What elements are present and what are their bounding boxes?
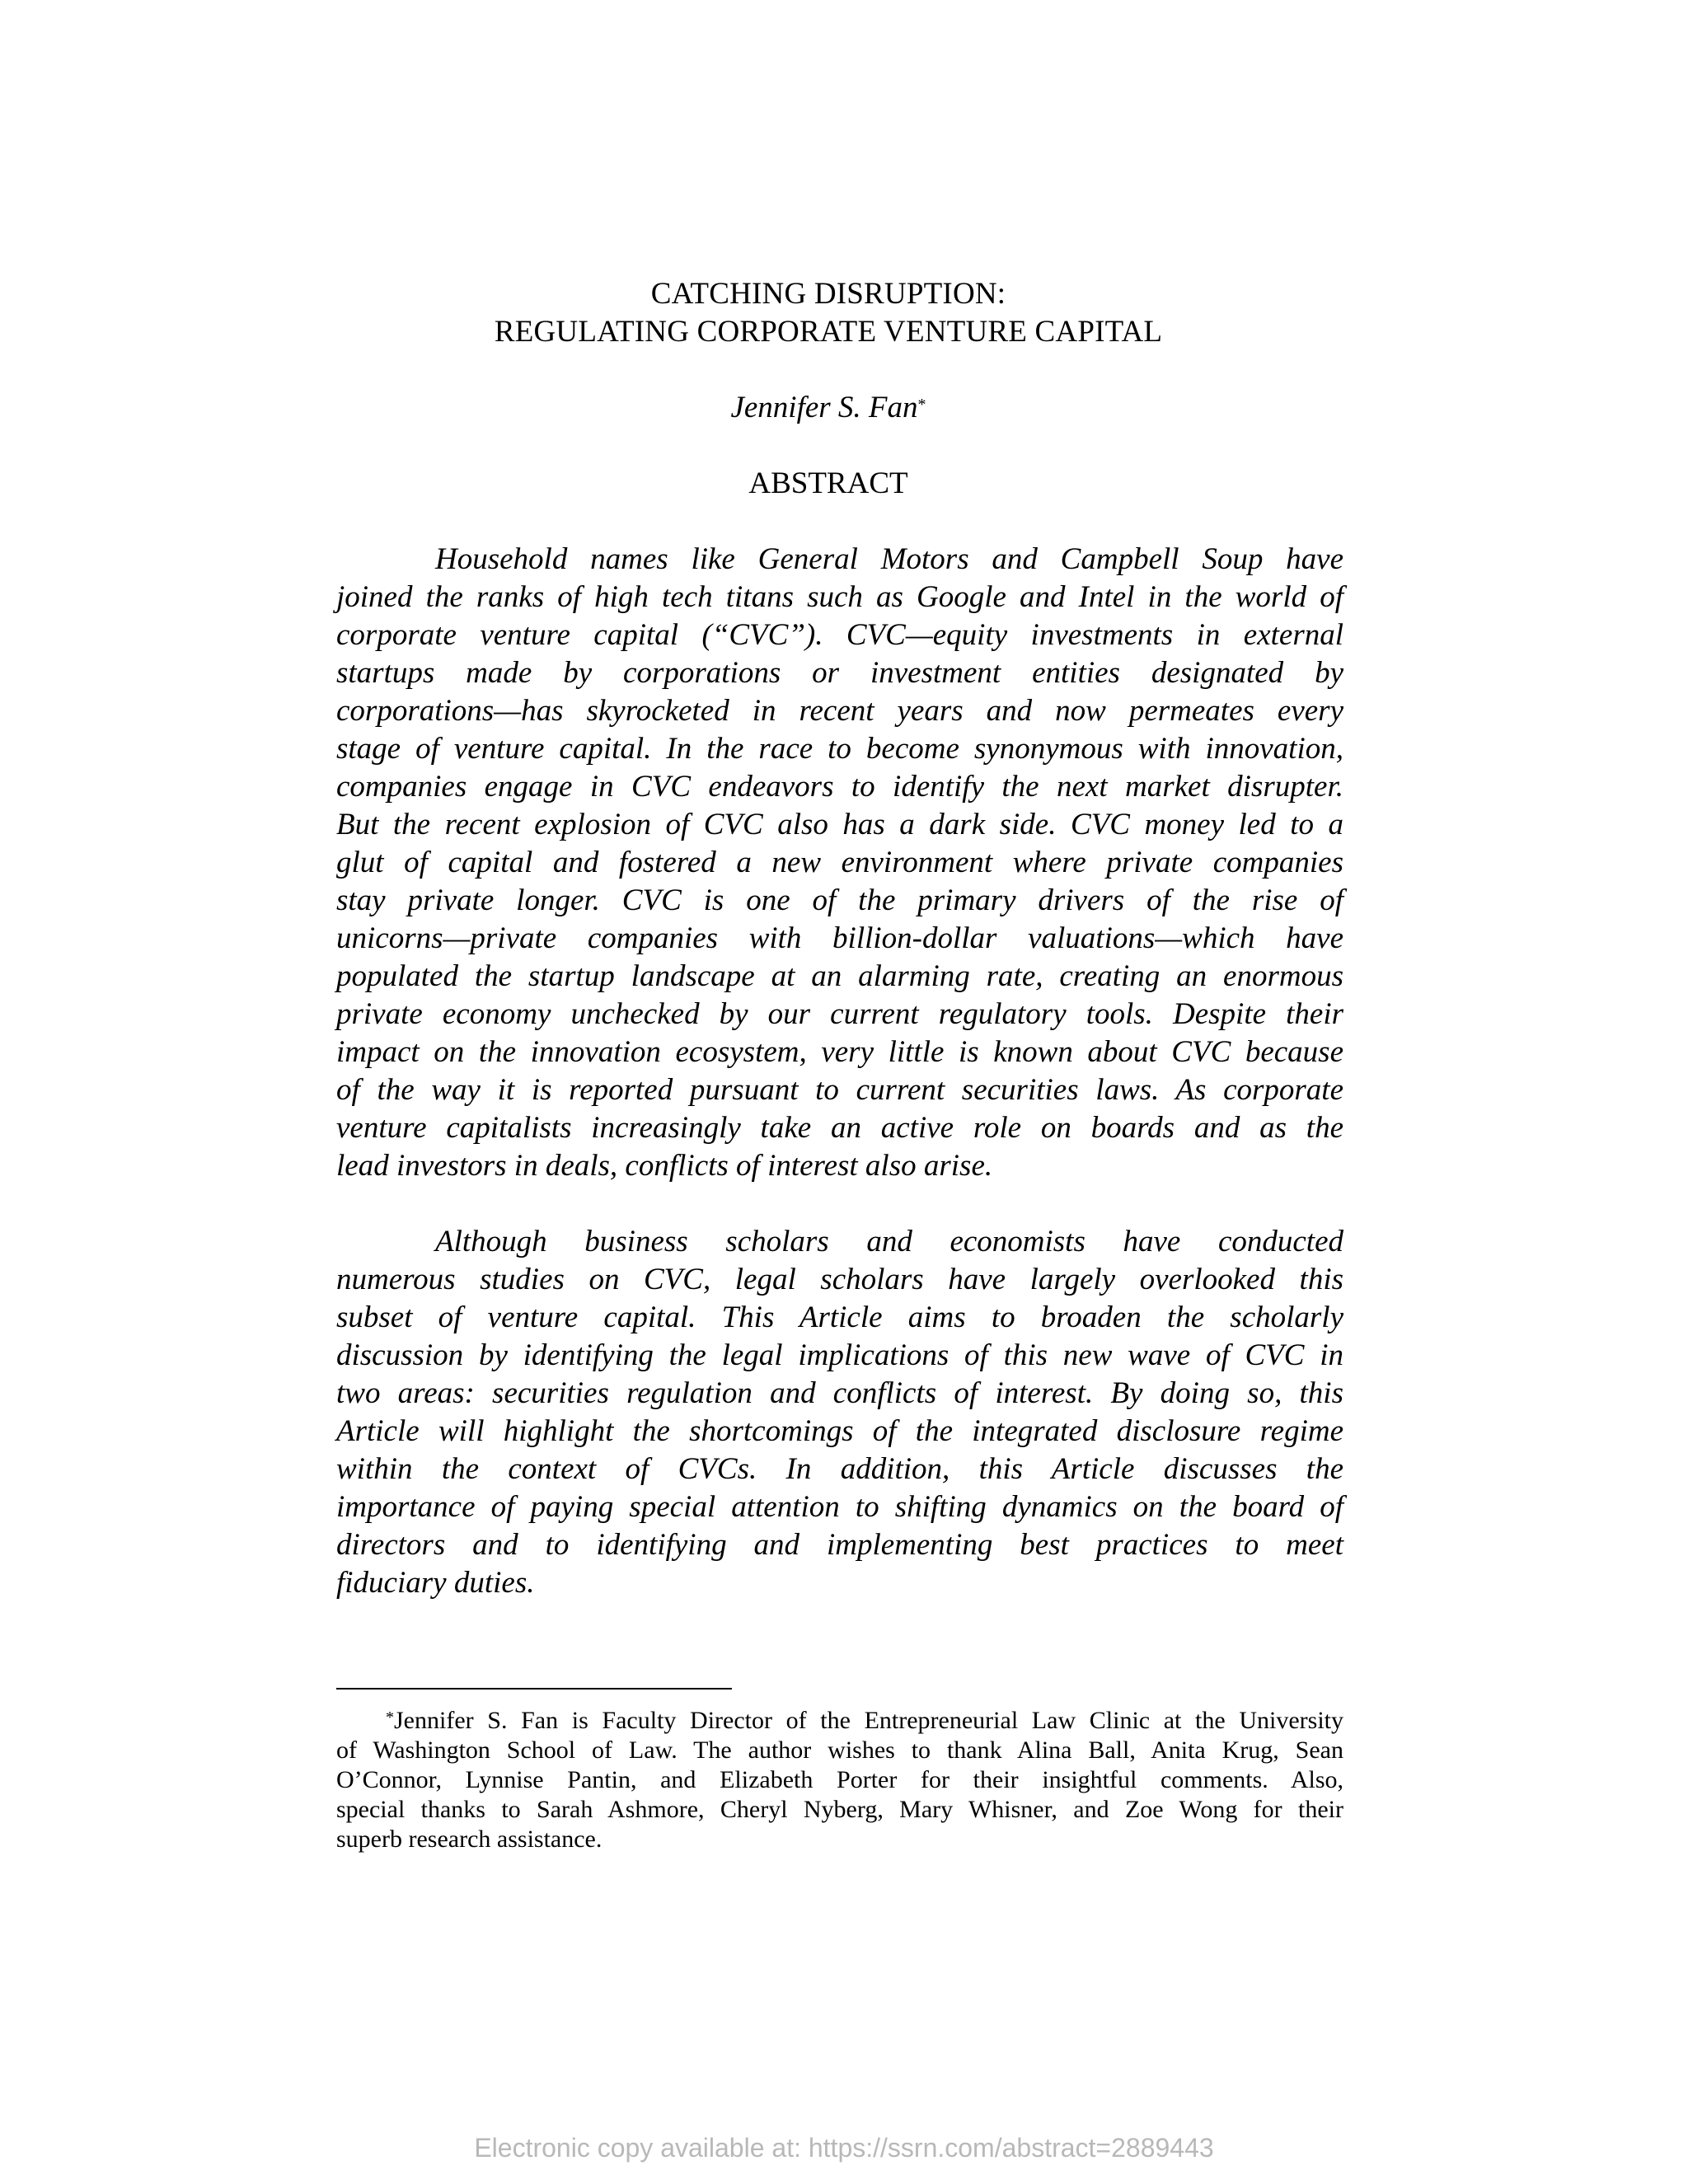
abstract-line: of the way it is reported pursuant to current securities laws. As corporate xyxy=(336,1073,1343,1107)
footnote-line-text: Jennifer S. Fan is Faculty Director of the Entrepreneurial Law Clinic at the University xyxy=(394,1707,1343,1734)
abstract-line: corporations—has skyrocketed in recent years and now permeates every xyxy=(336,694,1343,728)
abstract-line: subset of venture capital. This Article aims to broaden the scholarly xyxy=(336,1301,1343,1334)
author-footnote xyxy=(336,1706,1343,1854)
abstract-line: impact on the innovation ecosystem, very little is known about CVC because xyxy=(336,1035,1343,1069)
abstract-line: Household names like General Motors and Campbell Soup have xyxy=(435,542,1343,576)
ssrn-availability-footer: Electronic copy available at: https://ssrn.com/abstract=2889443 xyxy=(474,2133,1214,2163)
article-title xyxy=(330,275,1327,351)
abstract-body xyxy=(336,541,1343,1602)
abstract-line: Although business scholars and economists have conducted xyxy=(435,1225,1343,1258)
abstract-line: joined the ranks of high tech titans such as Google and Intel in the world of xyxy=(336,580,1343,614)
abstract-line: unicorns—private companies with billion-dollar valuations—which have xyxy=(336,921,1343,955)
footnote-marker: * xyxy=(386,1708,394,1727)
footnote-line xyxy=(336,1706,1343,1736)
abstract-line: private economy unchecked by our current regulatory tools. Despite their xyxy=(336,997,1343,1031)
author-byline xyxy=(330,389,1327,427)
abstract-line: two areas: securities regulation and conflicts of interest. By doing so, this xyxy=(336,1376,1343,1410)
abstract-line: companies engage in CVC endeavors to identify the next market disrupter. xyxy=(336,770,1343,804)
abstract-paragraph-1 xyxy=(336,541,1343,1185)
footnote-divider xyxy=(336,1688,732,1690)
abstract-line: lead investors in deals, conflicts of interest also arise. xyxy=(336,1149,993,1183)
abstract-line: stay private longer. CVC is one of the primary drivers of the rise of xyxy=(336,883,1343,917)
abstract-line: populated the startup landscape at an alarming rate, creating an enormous xyxy=(336,959,1343,993)
abstract-heading: ABSTRACT xyxy=(748,466,908,500)
abstract-line: startups made by corporations or investment entities designated by xyxy=(336,656,1343,690)
abstract-line: stage of venture capital. In the race to become synonymous with innovation, xyxy=(336,732,1343,766)
abstract-paragraph-2 xyxy=(336,1223,1343,1602)
title-line-2: REGULATING CORPORATE VENTURE CAPITAL xyxy=(494,315,1163,349)
abstract-line: venture capitalists increasingly take an active role on boards and as the xyxy=(336,1111,1343,1145)
abstract-line: fiduciary duties. xyxy=(336,1566,535,1600)
abstract-line: glut of capital and fostered a new environment where private companies xyxy=(336,846,1343,879)
author-name: Jennifer S. Fan xyxy=(730,391,918,424)
footnote-line: O’Connor, Lynnise Pantin, and Elizabeth Porter for their insightful comments. Also, xyxy=(336,1766,1343,1793)
abstract-line: corporate venture capital (“CVC”). CVC—equity investments in external xyxy=(336,618,1343,652)
abstract-line: numerous studies on CVC, legal scholars have largely overlooked this xyxy=(336,1263,1343,1296)
abstract-line: discussion by identifying the legal implications of this new wave of CVC in xyxy=(336,1338,1343,1372)
abstract-line: directors and to identifying and implementing best practices to meet xyxy=(336,1528,1343,1562)
title-line-1: CATCHING DISRUPTION: xyxy=(650,277,1006,311)
abstract-line: within the context of CVCs. In addition, this Article discusses the xyxy=(336,1452,1343,1486)
author-footnote-marker: * xyxy=(917,396,926,414)
abstract-line: Article will highlight the shortcomings of the integrated disclosure regime xyxy=(336,1414,1343,1448)
abstract-line: importance of paying special attention to shifting dynamics on the board of xyxy=(336,1490,1343,1524)
footnote-line: superb research assistance. xyxy=(336,1825,603,1853)
footnote-line: special thanks to Sarah Ashmore, Cheryl Nyberg, Mary Whisner, and Zoe Wong for their xyxy=(336,1796,1343,1823)
footnote-line: of Washington School of Law. The author wishes to thank Alina Ball, Anita Krug, Sean xyxy=(336,1736,1343,1764)
abstract-line: But the recent explosion of CVC also has a dark side. CVC money led to a xyxy=(336,808,1343,841)
